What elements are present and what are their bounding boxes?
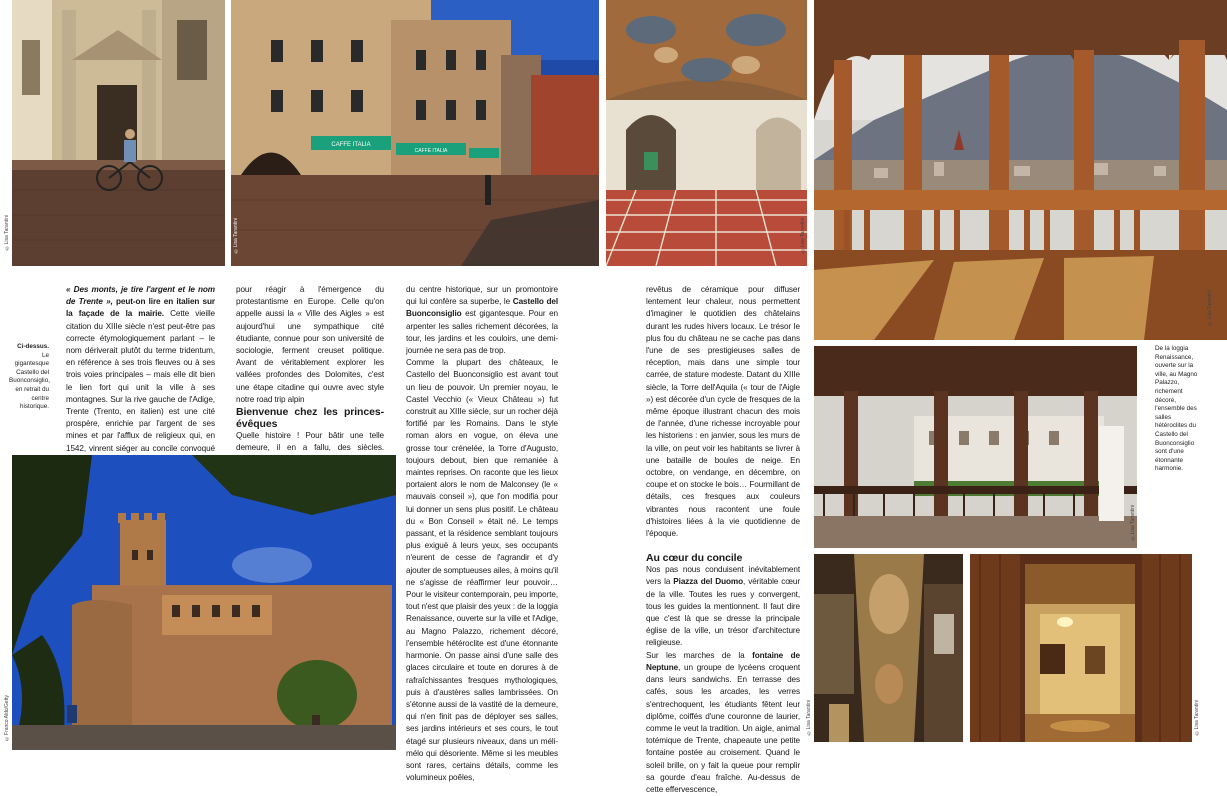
- photo-castello-buonconsiglio: [12, 455, 396, 750]
- lead-quote: « Des monts, je tire l'argent et le nom de Trente »,: [66, 285, 215, 307]
- photo-credit: ©Lisa Tarantini: [1207, 290, 1213, 326]
- subhead-concile: Au cœur du concile: [646, 552, 743, 565]
- piazza-name: Piazza del Duomo: [673, 577, 744, 587]
- photo-piazza-duomo: [231, 0, 599, 266]
- article-column-3: [406, 284, 558, 784]
- col4-text-f: , un groupe de lycéens croquent dans leurs sandwichs. En terrasse des cafés, sous les arcades, les verres s'entrechoquent, les étudiants fêtent leur diplôme, coiffés d'une couronne de laurier, comme le veut la tradition. Un aigle, animal totémique de Trente, chapeaute une petite fontaine postée au croisement. Quand le soleil brille, on y fait la queue pour remplir sa gourde d'eau fraîche. Au-dessus de cette effervescence,: [646, 662, 800, 794]
- col4-paragraph-1: revêtus de céramique pour diffuser lentement leur chaleur, nous permettent d'imaginer le quotidien des châtelains durant les rudes hivers locaux. Le trésor le plus fou du château ne se cache pas dans l'une de ses prestigieuses salles de réception, mais dans une simple tour carrée, de stature modeste. Datant du XIIIe siècle, la Torre dell'Aquila (« tour de l'Aigle ») est décorée d'un cycle de fresques de la même époque illustrant chacun des mois de l'année, d'une richesse incroyable pour les historiens : en janvier, sous les murs de la ville, on peut voir les habitants se livrer à une bataille de boules de neige. En octobre, on vendange, en décembre, on coupe et on stocke le bois… Fourmillant de détails, ces fresques aux couleurs vibrantes nous racontent une foule d'histoires liées à la vie quotidienne de l'époque.: [646, 285, 800, 539]
- photo-courtyard-arches: [814, 346, 1137, 548]
- subhead-princes: Bienvenue chez les princes-évêques: [236, 406, 384, 431]
- photo-credit: ©Lisa Tarantini: [1194, 700, 1200, 736]
- photo-church-street: [12, 0, 225, 266]
- photo-credit: ©Lisa Tarantini: [806, 700, 812, 736]
- col4-text-c: , véritable cœur de la ville. Toutes les rues y convergent, tous les guides la mentionnent. Il faut dire que c'est là que se dresse la principale église de la ville, un trésor d'architecture religieuse.: [646, 577, 800, 648]
- lead-rest: peut-on lire en italien sur la façade de la mairie.: [66, 297, 215, 319]
- article-column-4: [646, 284, 800, 796]
- castello-name: Castello del Buonconsiglio: [406, 297, 559, 319]
- caption-loggia: [1155, 345, 1201, 474]
- article-column-1: [66, 284, 215, 467]
- cafe-sign-2: CAFFE ITALIA: [414, 148, 448, 154]
- photo-frescoed-hall: [606, 0, 807, 266]
- col2-paragraph-1: pour réagir à l'émergence du protestantisme en Europe. Celle qu'on appelle aussi la « Ville des Aigles » est aujourd'hui une sympathique cité étudiante, connue pour son université de sociologie, ferment creuset politique. Avant de véritablement explorer les vallées profondes des Dolomites, c'est une étape citadine qui ouvre avec style notre road trip alpin: [236, 285, 384, 404]
- photo-wood-room: [970, 554, 1192, 742]
- photo-credit: ©Franco Aldo/Getty: [4, 695, 10, 742]
- photo-fresco-corridor: [814, 554, 963, 742]
- photo-credit: ©Lisa Tarantini: [233, 218, 239, 254]
- photo-credit: ©Lisa Tarantini: [4, 215, 10, 251]
- caption-body: Le gigantesque Castello del Buonconsiglio, en retrait du centre historique.: [9, 351, 50, 411]
- article-column-2: [236, 284, 384, 467]
- col4-text-a: Nos pas nous conduisent inévitablement vers la: [646, 565, 800, 587]
- caption-body: De la loggia Renaissance, ouverte sur la ville, au Magno Palazzo, richement décoré, l'ensemble des salles hétéroclites du Castello del Buonconsiglio sont d'une étonnante harmonie.: [1155, 345, 1198, 473]
- fontaine-name: fontaine de Neptune: [646, 650, 800, 672]
- col1-body: Cette vieille citation du XIIIe siècle n'est peut-être pas correcte étymologiquement parlant – le nom dériverait plutôt du terme tridentum, en référence à ses trois fleuves ou à ses trois voies principales – mais elle dit bien le lien fort qui unit la ville à ses montagnes. Sur la rive gauche de l'Adige, Trente (Trento, en italien) est une cité prospère, enrichie par l'argent de ses mines et par l'afflux de religieux qui, en 1542, vinrent siéger au concile convoqué: [66, 309, 215, 453]
- col3-text-a: du centre historique, sur un promontoire qui lui confère sa superbe, le: [406, 285, 558, 307]
- cafe-sign: CAFFE ITALIA: [331, 142, 371, 148]
- photo-credit: ©Lisa Tarantini: [1130, 505, 1136, 541]
- col3-paragraph-2: Comme la plupart des châteaux, le Castello del Buonconsiglio est avant tout un lieu de pouvoir. Un premier noyau, le Castel Vecchio (« Vieux Château ») fut construit au XIIIe siècle, sur un rocher déjà fortifié par les Romains. Dans le style roman alors en vogue, on éleva une grosse tour crénelée, la Torre d'Augusto, toujours debout, bien que remaniée à maintes reprises. On raconte que les lieux portaient alors le nom de Malconsey (le « mauvais conseil »), que l'on modifia pour lui donner un sens plus positif. Le château du « Bon Conseil » était né. Le temps passant, et la résidence semblant toujours plus exiguë à leurs yeux, ses occupants n'eurent de cesse de l'agrandir et d'y ajouter de somptueuses ailes, à moins qu'il ne s'agisse de réaffirmer leur pouvoir… Pour le visiteur contemporain, peu importe, tout n'est que plaisir des yeux : de la loggia Renaissance, ouverte sur la ville et l'Adige, au Magno Palazzo, richement décoré, l'ensemble hétéroclite est d'une étonnante harmonie. On passe ainsi d'une salle des glaces circulaire et toute en dorures à de rafraîchissantes fresques mythologiques, puis à d'austères salles lambrissées. On s'étonne aussi de la vastité de la demeure, qui n'en finit pas de déployer ses salles, ses jardins intérieurs et ses cours, le tout étagé sur plusieurs niveaux, dans un méli-mélo qui désoriente. Même si les meubles sont rares, certains détails, comme les volumineux poêles,: [406, 358, 559, 783]
- col4-text-d: Sur les marches de la: [646, 650, 753, 660]
- photo-loggia-view: [814, 0, 1227, 340]
- caption-title: Ci-dessus.: [17, 343, 49, 350]
- photo-credit: ©Lisa Tarantini: [800, 218, 806, 254]
- col3-text-c: est gigantesque. Pour en arpenter les salles richement décorées, la tour, les jardins et les couloirs, une demi-journée ne sera pas de trop.: [406, 309, 558, 356]
- caption-castle: [9, 343, 49, 412]
- col2-paragraph-2: Quelle histoire ! Pour bâtir une telle demeure, il en a fallu, des siècles.: [236, 431, 384, 453]
